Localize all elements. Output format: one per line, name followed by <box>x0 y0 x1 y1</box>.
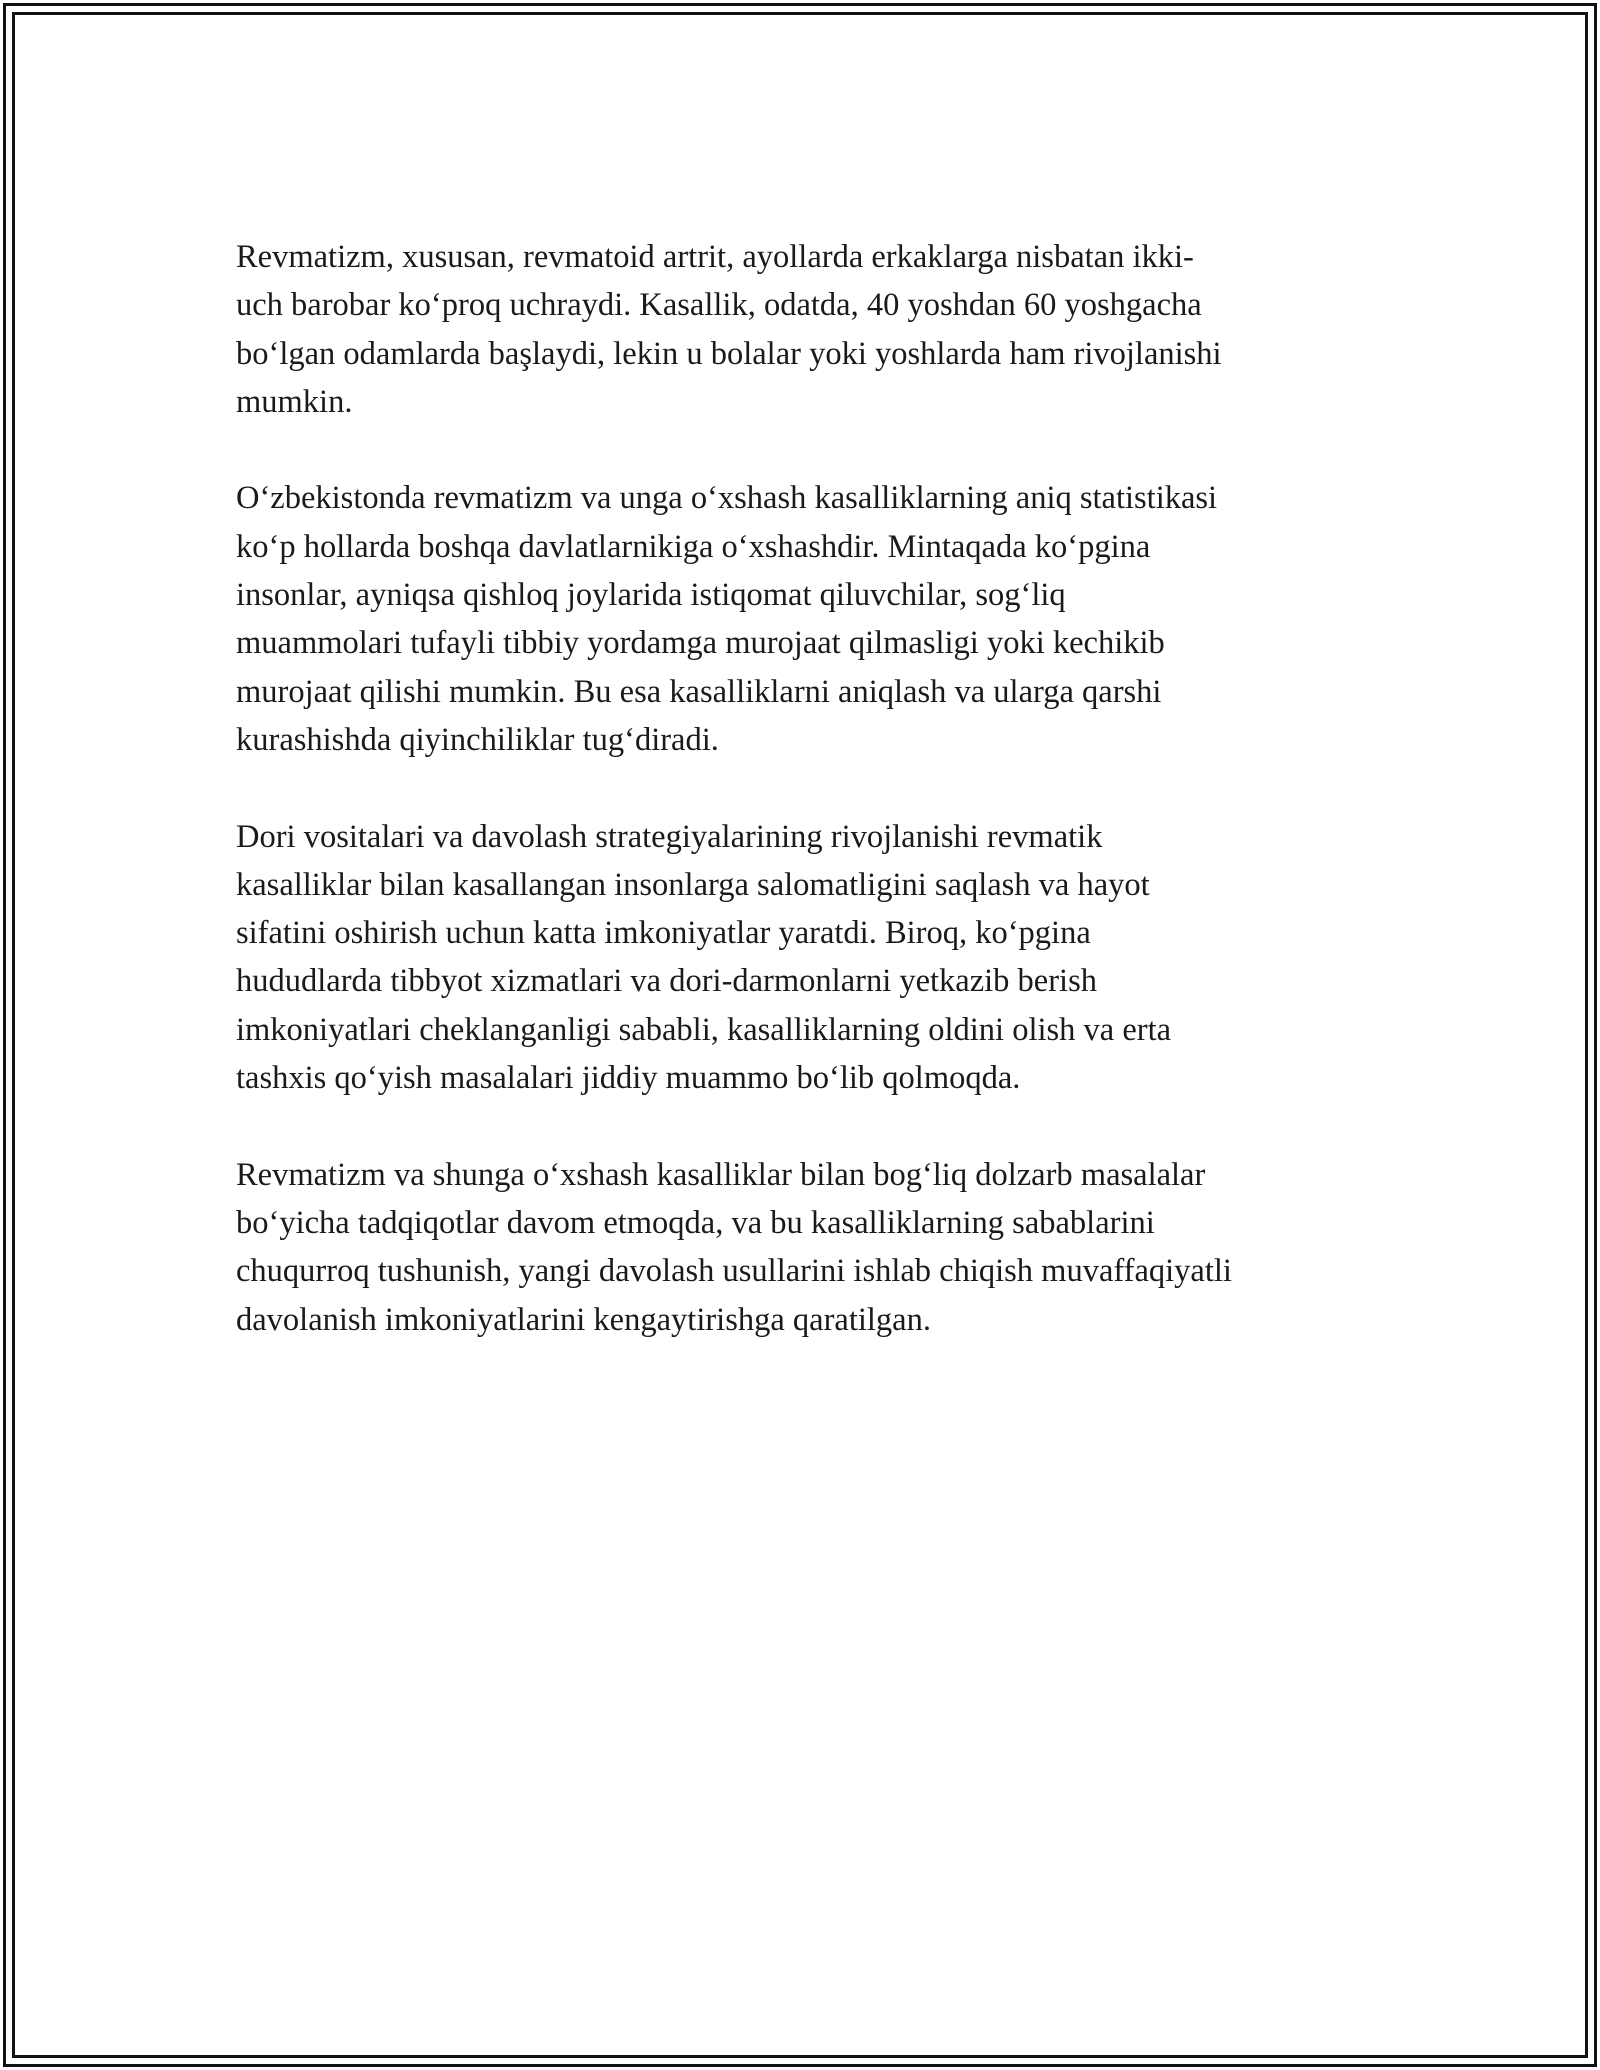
paragraph <box>236 1151 1366 1344</box>
text-line: sifatini oshirish uchun katta imkoniyatlar yaratdi. Biroq, koʻpgina <box>236 915 1091 952</box>
text-line: mumkin. <box>236 383 353 420</box>
text-line: boʻyicha tadqiqotlar davom etmoqda, va bu kasalliklarning sabablarini <box>236 1204 1155 1241</box>
document-body <box>236 233 1366 1392</box>
text-line: kasalliklar bilan kasallangan insonlarga salomatligini saqlash va hayot <box>236 866 1150 903</box>
text-line: Dori vositalari va davolash strategiyalarining rivojlanishi revmatik <box>236 818 1103 855</box>
text-line: boʻlgan odamlarda başlaydi, lekin u bolalar yoki yoshlarda ham rivojlanishi <box>236 335 1222 372</box>
paragraph <box>236 474 1366 764</box>
text-line: uch barobar koʻproq uchraydi. Kasallik, odatda, 40 yoshdan 60 yoshgacha <box>236 287 1202 324</box>
paragraph <box>236 813 1366 1103</box>
text-line: chuqurroq tushunish, yangi davolash usullarini ishlab chiqish muvaffaqiyatli <box>236 1253 1232 1290</box>
text-line: kurashishda qiyinchiliklar tugʻdiradi. <box>236 721 719 758</box>
text-line: tashxis qoʻyish masalalari jiddiy muammo boʻlib qolmoqda. <box>236 1060 1021 1097</box>
text-line: murojaat qilishi mumkin. Bu esa kasalliklarni aniqlash va ularga qarshi <box>236 673 1162 710</box>
text-line: Oʻzbekistonda revmatizm va unga oʻxshash kasalliklarning aniq statistikasi <box>236 480 1218 517</box>
text-line: hududlarda tibbyot xizmatlari va dori-darmonlarni yetkazib berish <box>236 963 1097 1000</box>
text-line: muammolari tufayli tibbiy yordamga murojaat qilmasligi yoki kechikib <box>236 625 1165 662</box>
paragraph <box>236 233 1366 426</box>
text-line: koʻp hollarda boshqa davlatlarnikiga oʻxshashdir. Mintaqada koʻpgina <box>236 528 1151 565</box>
text-line: Revmatizm va shunga oʻxshash kasalliklar bilan bogʻliq dolzarb masalalar <box>236 1156 1206 1193</box>
text-line: davolanish imkoniyatlarini kengaytirishga qaratilgan. <box>236 1301 931 1338</box>
text-line: insonlar, ayniqsa qishloq joylarida istiqomat qiluvchilar, sogʻliq <box>236 577 1066 614</box>
text-line: Revmatizm, xususan, revmatoid artrit, ayollarda erkaklarga nisbatan ikki- <box>236 239 1194 275</box>
text-line: imkoniyatlari cheklanganligi sababli, kasalliklarning oldini olish va erta <box>236 1011 1172 1048</box>
